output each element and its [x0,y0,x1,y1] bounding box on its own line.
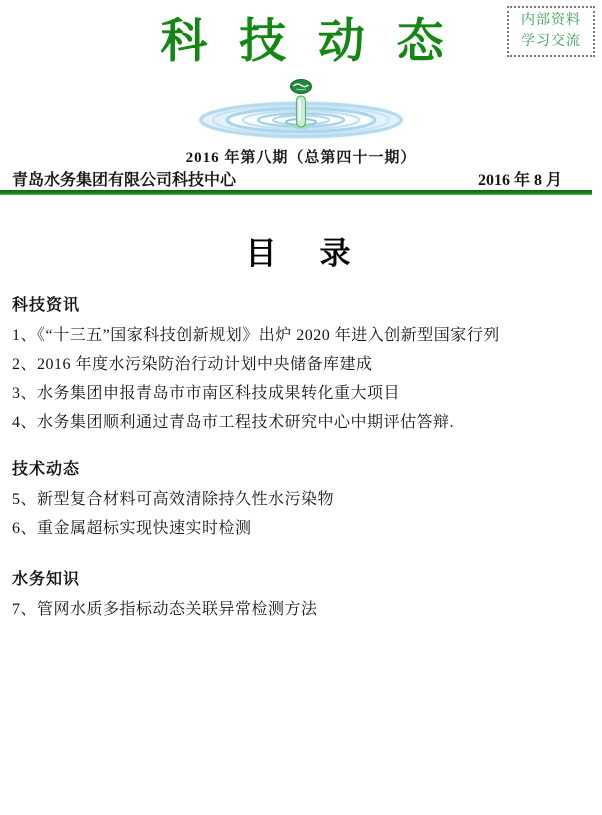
badge-line-1: 内部资料 [521,13,581,28]
globe-logo-icon [291,80,312,94]
toc-item-1: 1、《“十三五”国家科技创新规划》出炉 2020 年进入创新型国家行列 [12,327,500,344]
publisher-row [12,167,562,190]
table-of-contents [12,296,584,629]
toc-item-7: 7、管网水质多指标动态关联异常检测方法 [12,601,318,618]
toc-item-2: 2、2016 年度水污染防治行动计划中央储备库建成 [12,356,373,373]
toc-item-5: 5、新型复合材料可高效清除持久性水污染物 [12,491,335,508]
water-droplet [297,96,306,127]
water-ripple-image [198,79,404,148]
newsletter-title: 科 技 动 态 [160,16,448,68]
toc-section-title: 水务知识 [12,571,81,588]
toc-item-4: 4、水务集团顺利通过青岛市工程技术研究中心中期评估答辩. [12,414,455,431]
toc-section-title: 技术动态 [12,461,81,478]
toc-item-6: 6、重金属超标实现快速实时检测 [12,520,252,537]
toc-item-3: 3、水务集团申报青岛市市南区科技成果转化重大项目 [12,385,401,402]
toc-section-jishu-dongtai [12,460,584,539]
publisher-name: 青岛水务集团有限公司科技中心 [12,172,237,189]
publication-date: 2016 年 8 月 [477,172,562,189]
header-divider-rule [0,190,592,195]
toc-heading: 目 录 [245,236,357,271]
toc-section-keji-zixun [12,296,584,433]
toc-section-title: 科技资讯 [12,297,81,314]
toc-section-shuiwu-zhishi [12,570,584,620]
water-ripple-svg [198,79,404,148]
badge-line-2: 学习交流 [521,34,581,49]
issue-line: 2016 年第八期（总第四十一期） [185,150,417,166]
